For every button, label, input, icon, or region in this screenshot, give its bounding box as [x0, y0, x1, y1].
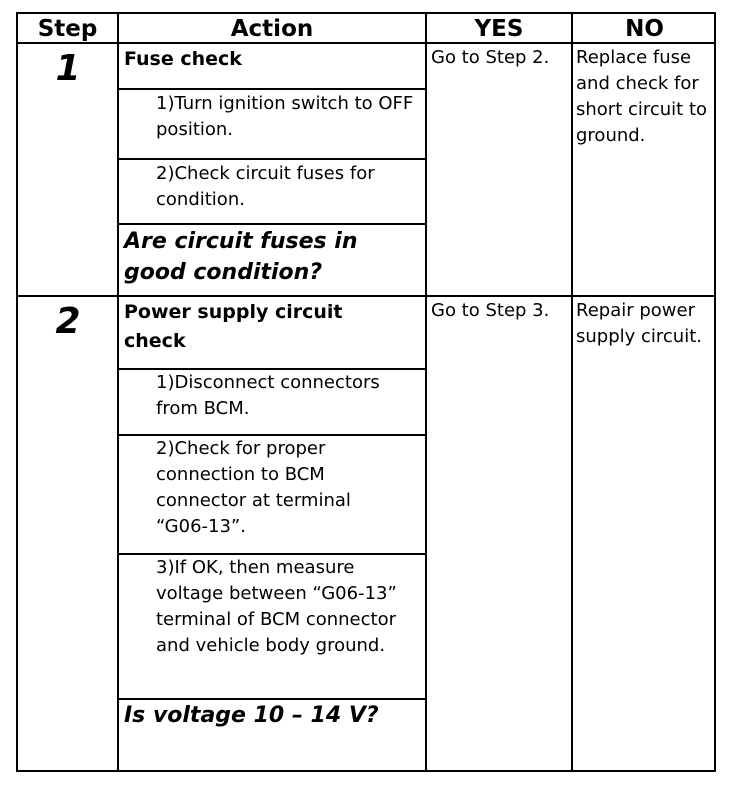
step-title: Fuse check [124, 48, 242, 70]
row-divider [117, 88, 427, 90]
substep: 1)Disconnect connectors from BCM. [156, 372, 380, 419]
yes-answer: Go to Step 3. [431, 300, 550, 321]
substep: 2)Check for proper connection to BCM connector at terminal “G06-13”. [156, 438, 351, 537]
step-number: 2 [55, 301, 81, 342]
row-divider [117, 158, 427, 160]
header-no: NO [625, 16, 664, 42]
substep: 3)If OK, then measure voltage between “G06-13” terminal of BCM connector and vehicle body ground. [156, 557, 397, 656]
yes-answer: Go to Step 2. [431, 47, 550, 68]
header-yes: YES [474, 16, 524, 42]
step-title: Power supply circuit check [124, 301, 343, 352]
no-answer: Replace fuse and check for short circuit to ground. [576, 47, 708, 146]
header-step: Step [37, 16, 98, 42]
step-number: 1 [55, 48, 81, 89]
step-question: Is voltage 10 – 14 V? [124, 703, 379, 728]
diagnostic-table [16, 12, 716, 772]
substep: 2)Check circuit fuses for condition. [156, 163, 375, 210]
row-divider [117, 223, 427, 225]
column-divider [117, 14, 119, 770]
header-action: Action [230, 16, 314, 42]
substep: 1)Turn ignition switch to OFF position. [156, 93, 414, 140]
step-divider [18, 295, 714, 297]
column-divider [571, 14, 573, 770]
step-question: Are circuit fuses in good condition? [124, 229, 358, 285]
no-answer: Repair power supply circuit. [576, 300, 702, 347]
